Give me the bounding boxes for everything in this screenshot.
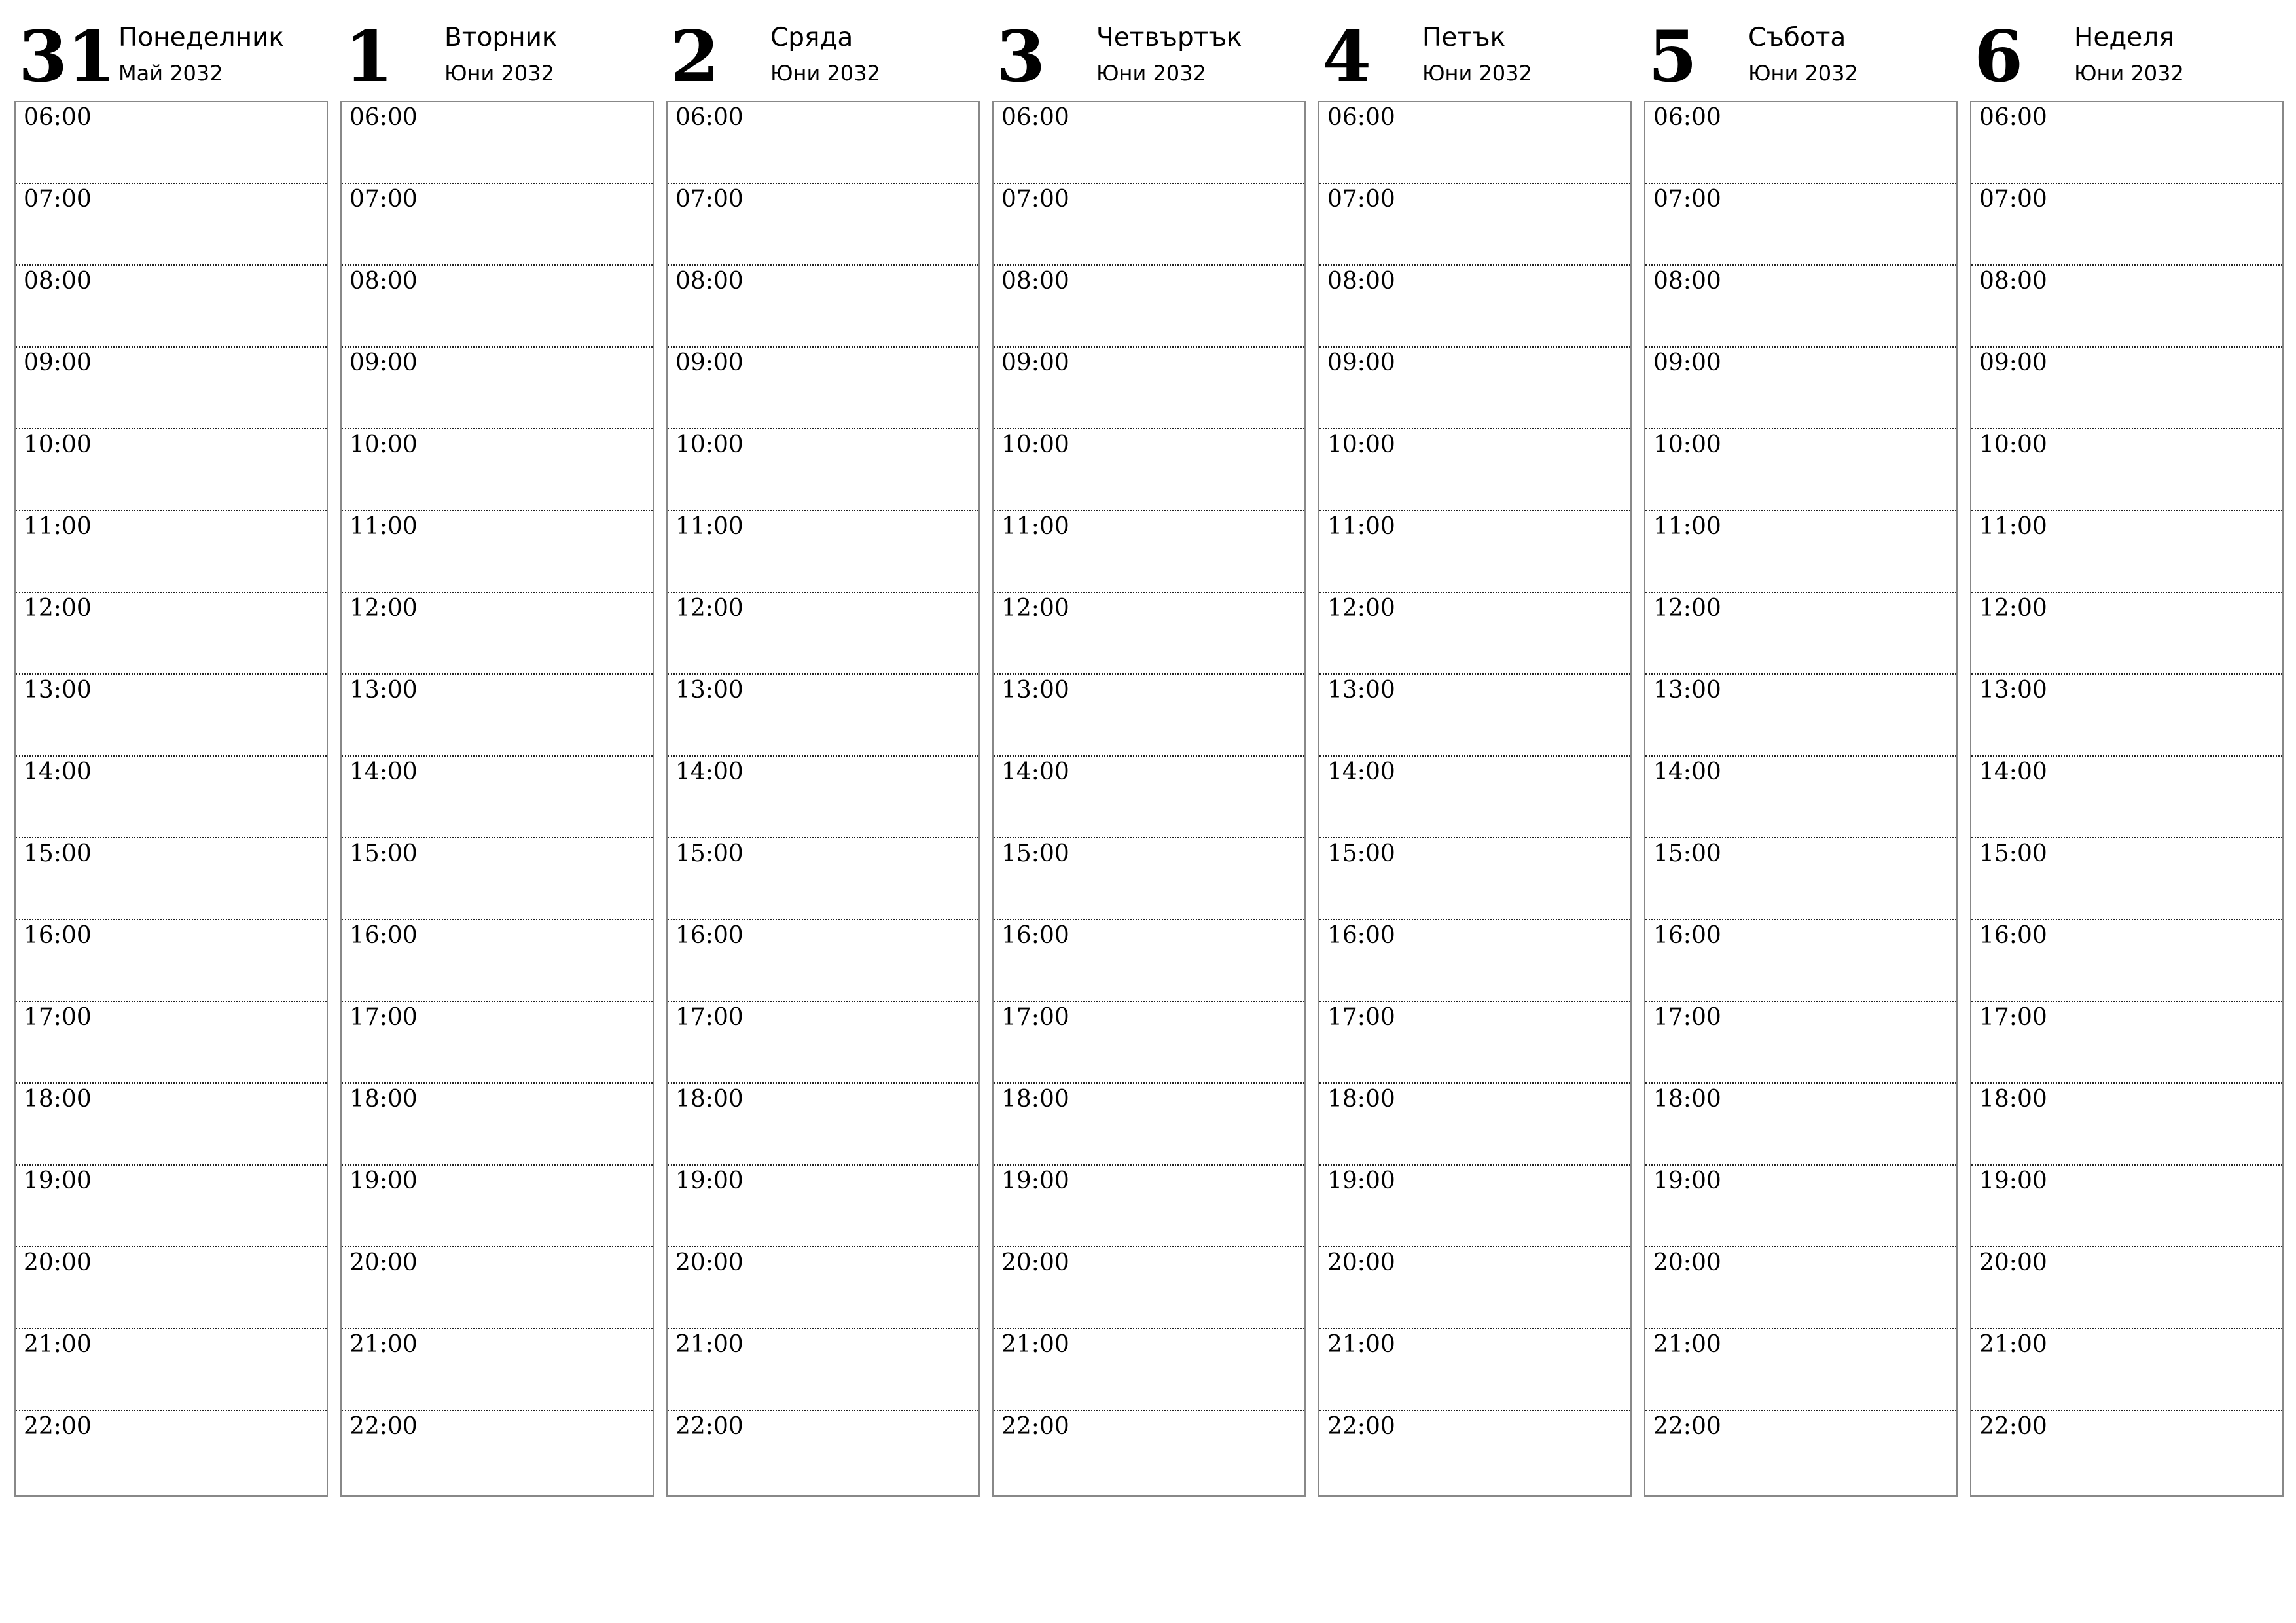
time-slot[interactable]: [342, 1247, 653, 1329]
time-label: 22:00: [675, 1413, 744, 1440]
day-schedule-box: [992, 101, 1306, 1497]
time-label: 19:00: [24, 1168, 92, 1194]
time-slot[interactable]: [1645, 757, 1956, 838]
time-label: 15:00: [1001, 840, 1069, 867]
time-label: 06:00: [1979, 104, 2047, 131]
time-slot[interactable]: [668, 266, 978, 348]
time-slot[interactable]: [342, 1166, 653, 1247]
time-label: 22:00: [1327, 1413, 1395, 1440]
time-slot[interactable]: [994, 1329, 1304, 1411]
day-schedule-box: [14, 101, 328, 1497]
time-label: 16:00: [675, 922, 744, 949]
time-label: 19:00: [1653, 1168, 1721, 1194]
time-label: 07:00: [1001, 186, 1069, 213]
time-slot[interactable]: [668, 593, 978, 675]
time-label: 16:00: [24, 922, 92, 949]
day-column: [992, 0, 1306, 1440]
day-column: [14, 0, 328, 1440]
time-slot[interactable]: [1971, 511, 2282, 593]
time-slot[interactable]: [668, 838, 978, 920]
day-header: [1970, 0, 2284, 102]
time-slot[interactable]: [16, 757, 327, 838]
time-slot[interactable]: [1971, 429, 2282, 511]
time-label: 10:00: [1001, 431, 1069, 458]
time-slot[interactable]: [668, 1329, 978, 1411]
time-label: 18:00: [24, 1086, 92, 1113]
time-slot[interactable]: [1971, 1166, 2282, 1247]
time-label: 16:00: [1001, 922, 1069, 949]
time-label: 08:00: [1001, 268, 1069, 294]
time-label: 09:00: [350, 349, 418, 376]
time-slot[interactable]: [342, 1411, 653, 1495]
time-label: 16:00: [1327, 922, 1395, 949]
time-slot[interactable]: [16, 511, 327, 593]
time-label: 15:00: [350, 840, 418, 867]
time-slot[interactable]: [342, 511, 653, 593]
time-label: 10:00: [1327, 431, 1395, 458]
time-slot[interactable]: [16, 1084, 327, 1166]
time-slot[interactable]: [994, 757, 1304, 838]
time-label: 13:00: [675, 677, 744, 704]
time-slot[interactable]: [1971, 1247, 2282, 1329]
time-slot[interactable]: [668, 511, 978, 593]
time-label: 06:00: [24, 104, 92, 131]
day-header: [1644, 0, 1958, 102]
time-label: 07:00: [1653, 186, 1721, 213]
time-label: 06:00: [675, 104, 744, 131]
time-slot[interactable]: [1645, 838, 1956, 920]
time-label: 18:00: [1653, 1086, 1721, 1113]
day-name: Сряда: [770, 23, 853, 52]
time-slot[interactable]: [1645, 920, 1956, 1002]
time-label: 17:00: [675, 1004, 744, 1031]
time-label: 16:00: [350, 922, 418, 949]
time-slot[interactable]: [1971, 1084, 2282, 1166]
day-name: Понеделник: [118, 23, 284, 52]
time-slot[interactable]: [1971, 184, 2282, 266]
day-month: Май 2032: [118, 61, 223, 86]
day-column: [340, 0, 654, 1440]
time-label: 09:00: [1001, 349, 1069, 376]
time-label: 22:00: [1653, 1413, 1721, 1440]
time-label: 09:00: [1327, 349, 1395, 376]
time-label: 08:00: [1979, 268, 2047, 294]
time-label: 17:00: [1653, 1004, 1721, 1031]
day-header: [1318, 0, 1632, 102]
time-label: 18:00: [1979, 1086, 2047, 1113]
time-slot[interactable]: [668, 184, 978, 266]
time-slot[interactable]: [994, 1247, 1304, 1329]
time-slot[interactable]: [16, 838, 327, 920]
time-slot[interactable]: [342, 184, 653, 266]
day-schedule-box: [1970, 101, 2284, 1497]
time-slot[interactable]: [1319, 675, 1630, 757]
time-slot[interactable]: [668, 429, 978, 511]
time-slot[interactable]: [342, 675, 653, 757]
time-label: 07:00: [24, 186, 92, 213]
time-slot[interactable]: [1971, 266, 2282, 348]
time-slot[interactable]: [668, 1247, 978, 1329]
time-label: 21:00: [1979, 1331, 2047, 1358]
time-slot[interactable]: [1971, 593, 2282, 675]
time-slot[interactable]: [994, 511, 1304, 593]
time-label: 17:00: [1327, 1004, 1395, 1031]
time-label: 20:00: [1001, 1249, 1069, 1276]
time-slot[interactable]: [1645, 593, 1956, 675]
day-number: 5: [1648, 16, 1697, 98]
time-label: 22:00: [1001, 1413, 1069, 1440]
day-column: [1644, 0, 1958, 1440]
time-label: 14:00: [1001, 758, 1069, 785]
time-label: 19:00: [1327, 1168, 1395, 1194]
time-slot[interactable]: [16, 348, 327, 429]
time-label: 20:00: [1979, 1249, 2047, 1276]
time-label: 20:00: [1327, 1249, 1395, 1276]
time-label: 06:00: [350, 104, 418, 131]
time-label: 21:00: [1327, 1331, 1395, 1358]
time-slot[interactable]: [668, 1166, 978, 1247]
time-slot[interactable]: [1319, 511, 1630, 593]
time-label: 13:00: [24, 677, 92, 704]
time-slot[interactable]: [994, 920, 1304, 1002]
day-name: Четвъртък: [1096, 23, 1242, 52]
time-slot[interactable]: [342, 102, 653, 184]
day-column: [1970, 0, 2284, 1440]
time-slot[interactable]: [668, 348, 978, 429]
time-slot[interactable]: [342, 838, 653, 920]
time-label: 21:00: [675, 1331, 744, 1358]
day-number: 4: [1322, 16, 1371, 98]
time-slot[interactable]: [1319, 1329, 1630, 1411]
time-slot[interactable]: [1319, 1084, 1630, 1166]
time-label: 12:00: [24, 595, 92, 622]
time-slot[interactable]: [1645, 348, 1956, 429]
time-label: 19:00: [1979, 1168, 2047, 1194]
day-name: Събота: [1748, 23, 1846, 52]
time-slot[interactable]: [668, 920, 978, 1002]
time-slot[interactable]: [16, 266, 327, 348]
time-label: 13:00: [1001, 677, 1069, 704]
time-label: 12:00: [1979, 595, 2047, 622]
time-slot[interactable]: [1319, 757, 1630, 838]
time-label: 11:00: [1979, 513, 2047, 540]
time-label: 08:00: [24, 268, 92, 294]
time-label: 14:00: [24, 758, 92, 785]
day-month: Юни 2032: [1748, 61, 1858, 86]
time-slot[interactable]: [994, 429, 1304, 511]
time-label: 18:00: [350, 1086, 418, 1113]
time-label: 12:00: [1653, 595, 1721, 622]
time-slot[interactable]: [1319, 1166, 1630, 1247]
day-month: Юни 2032: [770, 61, 880, 86]
time-slot[interactable]: [668, 757, 978, 838]
time-slot[interactable]: [342, 1329, 653, 1411]
time-label: 14:00: [1327, 758, 1395, 785]
time-slot[interactable]: [668, 1411, 978, 1495]
time-slot[interactable]: [1971, 1002, 2282, 1084]
time-label: 15:00: [675, 840, 744, 867]
time-slot[interactable]: [1645, 266, 1956, 348]
time-label: 20:00: [350, 1249, 418, 1276]
time-label: 15:00: [24, 840, 92, 867]
time-label: 15:00: [1979, 840, 2047, 867]
time-label: 11:00: [1653, 513, 1721, 540]
time-slot[interactable]: [1645, 1329, 1956, 1411]
time-slot[interactable]: [994, 1411, 1304, 1495]
time-slot[interactable]: [1645, 1084, 1956, 1166]
time-slot[interactable]: [16, 920, 327, 1002]
time-slot[interactable]: [16, 1247, 327, 1329]
day-number: 31: [18, 16, 116, 98]
time-label: 13:00: [1327, 677, 1395, 704]
time-slot[interactable]: [1645, 675, 1956, 757]
time-slot[interactable]: [994, 593, 1304, 675]
time-slot[interactable]: [1319, 102, 1630, 184]
time-label: 20:00: [24, 1249, 92, 1276]
time-slot[interactable]: [1645, 429, 1956, 511]
time-label: 14:00: [675, 758, 744, 785]
time-label: 12:00: [675, 595, 744, 622]
time-label: 11:00: [1001, 513, 1069, 540]
time-slot[interactable]: [994, 1084, 1304, 1166]
time-label: 15:00: [1327, 840, 1395, 867]
time-slot[interactable]: [16, 1329, 327, 1411]
time-slot[interactable]: [1971, 348, 2282, 429]
time-label: 07:00: [1979, 186, 2047, 213]
time-slot[interactable]: [16, 184, 327, 266]
day-number: 2: [670, 16, 719, 98]
time-label: 12:00: [1327, 595, 1395, 622]
time-label: 22:00: [1979, 1413, 2047, 1440]
time-label: 14:00: [1653, 758, 1721, 785]
time-label: 10:00: [1653, 431, 1721, 458]
time-label: 22:00: [350, 1413, 418, 1440]
time-slot[interactable]: [994, 102, 1304, 184]
time-label: 13:00: [1979, 677, 2047, 704]
time-label: 10:00: [350, 431, 418, 458]
time-slot[interactable]: [1319, 1247, 1630, 1329]
time-label: 08:00: [675, 268, 744, 294]
time-slot[interactable]: [1971, 1411, 2282, 1495]
day-month: Юни 2032: [1096, 61, 1206, 86]
time-label: 17:00: [24, 1004, 92, 1031]
time-label: 16:00: [1979, 922, 2047, 949]
time-slot[interactable]: [342, 429, 653, 511]
time-slot[interactable]: [994, 838, 1304, 920]
time-label: 09:00: [24, 349, 92, 376]
time-label: 09:00: [675, 349, 744, 376]
day-number: 1: [344, 16, 393, 98]
time-label: 21:00: [350, 1331, 418, 1358]
time-label: 08:00: [1653, 268, 1721, 294]
day-month: Юни 2032: [1422, 61, 1532, 86]
time-slot[interactable]: [1319, 429, 1630, 511]
time-slot[interactable]: [16, 1411, 327, 1495]
day-header: [992, 0, 1306, 102]
time-label: 20:00: [675, 1249, 744, 1276]
time-slot[interactable]: [16, 1166, 327, 1247]
day-column: [666, 0, 980, 1440]
time-label: 13:00: [350, 677, 418, 704]
time-label: 10:00: [1979, 431, 2047, 458]
time-slot[interactable]: [1319, 348, 1630, 429]
time-slot[interactable]: [1971, 1329, 2282, 1411]
time-slot[interactable]: [1319, 1002, 1630, 1084]
time-slot[interactable]: [1971, 838, 2282, 920]
day-column: [1318, 0, 1632, 1440]
day-header: [666, 0, 980, 102]
time-label: 18:00: [1327, 1086, 1395, 1113]
time-label: 17:00: [1979, 1004, 2047, 1031]
time-label: 21:00: [1653, 1331, 1721, 1358]
time-label: 14:00: [350, 758, 418, 785]
time-slot[interactable]: [342, 1002, 653, 1084]
time-slot[interactable]: [16, 675, 327, 757]
time-slot[interactable]: [16, 102, 327, 184]
time-label: 08:00: [1327, 268, 1395, 294]
time-label: 22:00: [24, 1413, 92, 1440]
time-label: 21:00: [24, 1331, 92, 1358]
time-slot[interactable]: [16, 593, 327, 675]
day-name: Вторник: [444, 23, 558, 52]
time-label: 13:00: [1653, 677, 1721, 704]
day-name: Петък: [1422, 23, 1506, 52]
time-label: 07:00: [350, 186, 418, 213]
time-slot[interactable]: [668, 1002, 978, 1084]
time-label: 12:00: [350, 595, 418, 622]
day-number: 3: [996, 16, 1045, 98]
time-slot[interactable]: [1645, 1002, 1956, 1084]
day-header: [14, 0, 328, 102]
time-label: 11:00: [24, 513, 92, 540]
time-label: 10:00: [675, 431, 744, 458]
time-label: 14:00: [1979, 758, 2047, 785]
time-slot[interactable]: [994, 1002, 1304, 1084]
time-label: 11:00: [1327, 513, 1395, 540]
day-header: [340, 0, 654, 102]
time-label: 11:00: [675, 513, 744, 540]
day-name: Неделя: [2074, 23, 2174, 52]
time-slot[interactable]: [1319, 593, 1630, 675]
time-label: 18:00: [1001, 1086, 1069, 1113]
time-label: 19:00: [675, 1168, 744, 1194]
time-label: 10:00: [24, 431, 92, 458]
time-slot[interactable]: [1319, 920, 1630, 1002]
time-label: 07:00: [675, 186, 744, 213]
time-label: 20:00: [1653, 1249, 1721, 1276]
time-label: 09:00: [1979, 349, 2047, 376]
time-slot[interactable]: [342, 920, 653, 1002]
day-month: Юни 2032: [2074, 61, 2184, 86]
time-slot[interactable]: [1971, 102, 2282, 184]
time-slot[interactable]: [668, 675, 978, 757]
time-slot[interactable]: [342, 348, 653, 429]
time-slot[interactable]: [342, 1084, 653, 1166]
time-slot[interactable]: [1645, 1247, 1956, 1329]
day-schedule-box: [340, 101, 654, 1497]
time-label: 18:00: [675, 1086, 744, 1113]
time-slot[interactable]: [1319, 184, 1630, 266]
time-label: 21:00: [1001, 1331, 1069, 1358]
time-slot[interactable]: [1319, 266, 1630, 348]
time-slot[interactable]: [342, 266, 653, 348]
day-schedule-box: [666, 101, 980, 1497]
time-slot[interactable]: [1645, 511, 1956, 593]
time-slot[interactable]: [1971, 920, 2282, 1002]
time-label: 06:00: [1327, 104, 1395, 131]
time-slot[interactable]: [16, 429, 327, 511]
time-slot[interactable]: [342, 593, 653, 675]
time-slot[interactable]: [994, 675, 1304, 757]
time-slot[interactable]: [1645, 102, 1956, 184]
day-number: 6: [1974, 16, 2023, 98]
time-label: 08:00: [350, 268, 418, 294]
time-label: 06:00: [1653, 104, 1721, 131]
time-slot[interactable]: [342, 757, 653, 838]
time-slot[interactable]: [668, 102, 978, 184]
time-slot[interactable]: [16, 1002, 327, 1084]
time-slot[interactable]: [1971, 757, 2282, 838]
time-slot[interactable]: [1319, 1411, 1630, 1495]
time-slot[interactable]: [994, 348, 1304, 429]
time-label: 11:00: [350, 513, 418, 540]
time-label: 17:00: [350, 1004, 418, 1031]
time-slot[interactable]: [994, 184, 1304, 266]
day-schedule-box: [1644, 101, 1958, 1497]
time-slot[interactable]: [994, 1166, 1304, 1247]
time-label: 07:00: [1327, 186, 1395, 213]
time-slot[interactable]: [1645, 1166, 1956, 1247]
time-label: 19:00: [350, 1168, 418, 1194]
time-label: 16:00: [1653, 922, 1721, 949]
time-label: 09:00: [1653, 349, 1721, 376]
time-label: 19:00: [1001, 1168, 1069, 1194]
time-slot[interactable]: [1645, 1411, 1956, 1495]
time-label: 12:00: [1001, 595, 1069, 622]
time-slot[interactable]: [668, 1084, 978, 1166]
time-slot[interactable]: [1319, 838, 1630, 920]
time-label: 15:00: [1653, 840, 1721, 867]
time-slot[interactable]: [1971, 675, 2282, 757]
day-month: Юни 2032: [444, 61, 554, 86]
time-slot[interactable]: [1645, 184, 1956, 266]
day-schedule-box: [1318, 101, 1632, 1497]
time-label: 17:00: [1001, 1004, 1069, 1031]
time-slot[interactable]: [994, 266, 1304, 348]
time-label: 06:00: [1001, 104, 1069, 131]
